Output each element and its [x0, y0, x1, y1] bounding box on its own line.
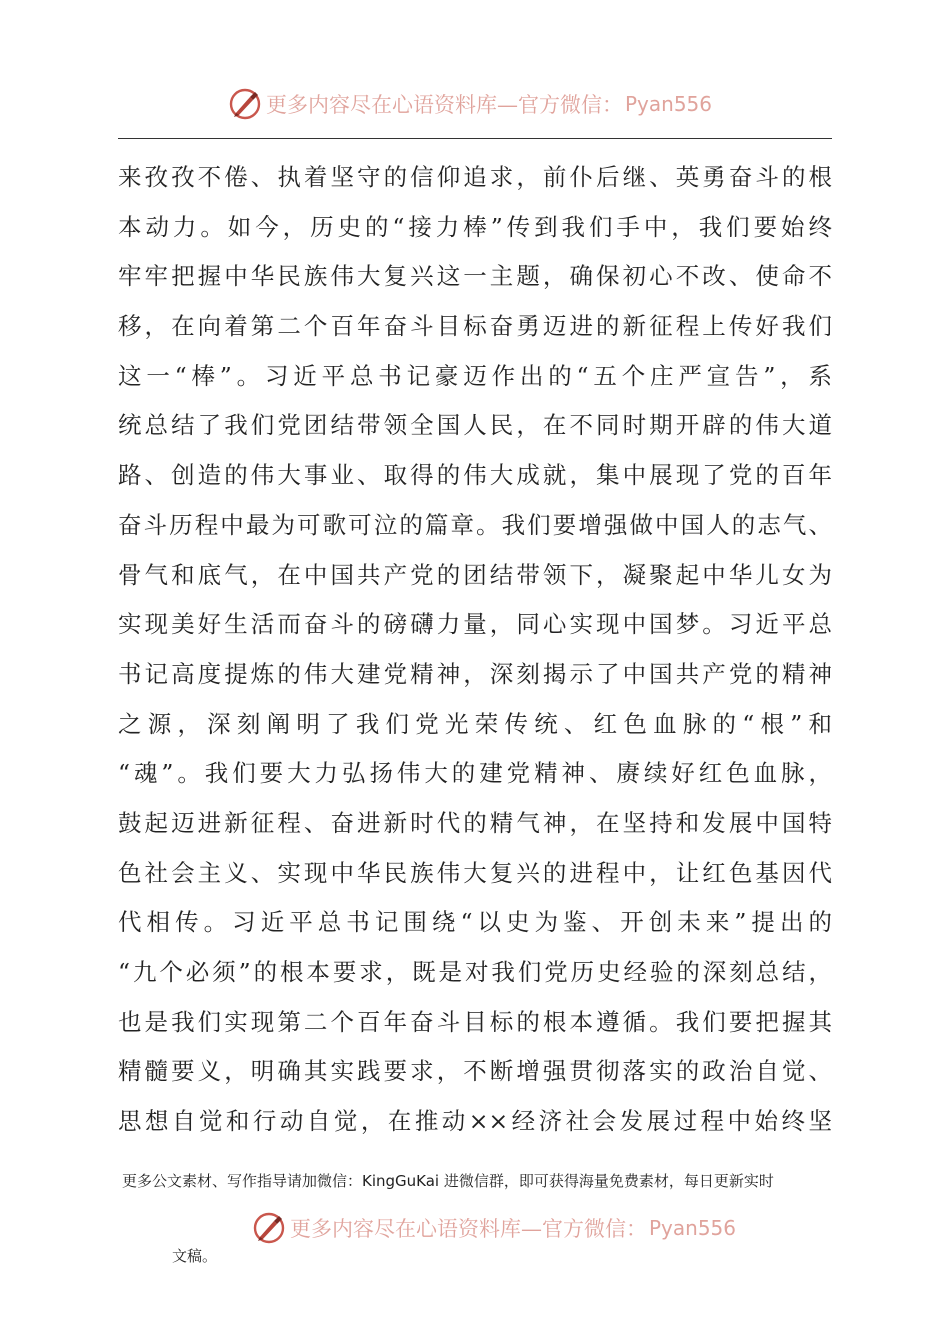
body-line: 这一“棒”。习近平总书记豪迈作出的“五个庄严宣告”，系: [118, 361, 832, 390]
document-body: [118, 153, 832, 1147]
watermark-wechat-id: Pyan556: [649, 1216, 737, 1240]
body-line: 来孜孜不倦、执着坚守的信仰追求，前仆后继、英勇奋斗的根: [118, 163, 832, 191]
body-line: 之源，深刻阐明了我们党光荣传统、红色血脉的“根”和: [118, 709, 832, 738]
footer-promo-text-continued: 文稿。: [172, 1247, 218, 1265]
body-line: 色社会主义、实现中华民族伟大复兴的进程中，让红色基因代: [118, 858, 832, 887]
body-line: 本动力。如今，历史的“接力棒”传到我们手中，我们要始终: [118, 212, 832, 241]
body-line: 书记高度提炼的伟大建党精神，深刻揭示了中国共产党的精神: [118, 659, 832, 688]
footer-promo-text: 更多公文素材、写作指导请加微信：KingGuKai 进微信群，即可获得海量免费素材，每日更新实时: [122, 1172, 774, 1190]
body-line: 也是我们实现第二个百年奋斗目标的根本遵循。我们要把握其: [118, 1007, 832, 1036]
body-line: 精髓要义，明确其实践要求，不断增强贯彻落实的政治自觉、: [118, 1057, 832, 1086]
body-line: 统总结了我们党团结带领全国人民，在不同时期开辟的伟大道: [118, 411, 832, 440]
body-line: 实现美好生活而奋斗的磅礴力量，同心实现中国梦。习近平总: [118, 610, 832, 639]
body-line: 路、创造的伟大事业、取得的伟大成就，集中展现了党的百年: [118, 461, 832, 490]
body-line: 移，在向着第二个百年奋斗目标奋勇迈进的新征程上传好我们: [118, 312, 832, 341]
body-line: 鼓起迈进新征程、奋进新时代的精气神，在坚持和发展中国特: [118, 808, 832, 837]
body-line: 代相传。习近平总书记围绕“以史为鉴、开创未来”提出的: [118, 908, 832, 937]
header-divider: [118, 138, 832, 139]
watermark-text: 更多内容尽在心语资料库—官方微信：: [266, 93, 623, 117]
watermark-wechat-id: Pyan556: [625, 92, 713, 116]
body-line: 牢牢把握中华民族伟大复兴这一主题，确保初心不改、使命不: [118, 262, 832, 291]
pen-logo-icon: [228, 87, 262, 121]
watermark-text: 更多内容尽在心语资料库—官方微信：: [290, 1217, 647, 1241]
body-line: “九个必须”的根本要求，既是对我们党历史经验的深刻总结，: [118, 958, 832, 986]
body-line: “魂”。我们要大力弘扬伟大的建党精神、赓续好红色血脉，: [118, 759, 832, 788]
header-watermark: [228, 84, 712, 124]
body-line: 骨气和底气，在中国共产党的团结带领下，凝聚起中华儿女为: [118, 560, 832, 589]
pen-logo-icon: [252, 1211, 286, 1245]
body-line: 思想自觉和行动自觉，在推动××经济社会发展过程中始终坚: [118, 1107, 832, 1136]
footer-watermark: [252, 1208, 736, 1248]
body-line: 奋斗历程中最为可歌可泣的篇章。我们要增强做中国人的志气、: [118, 510, 832, 539]
